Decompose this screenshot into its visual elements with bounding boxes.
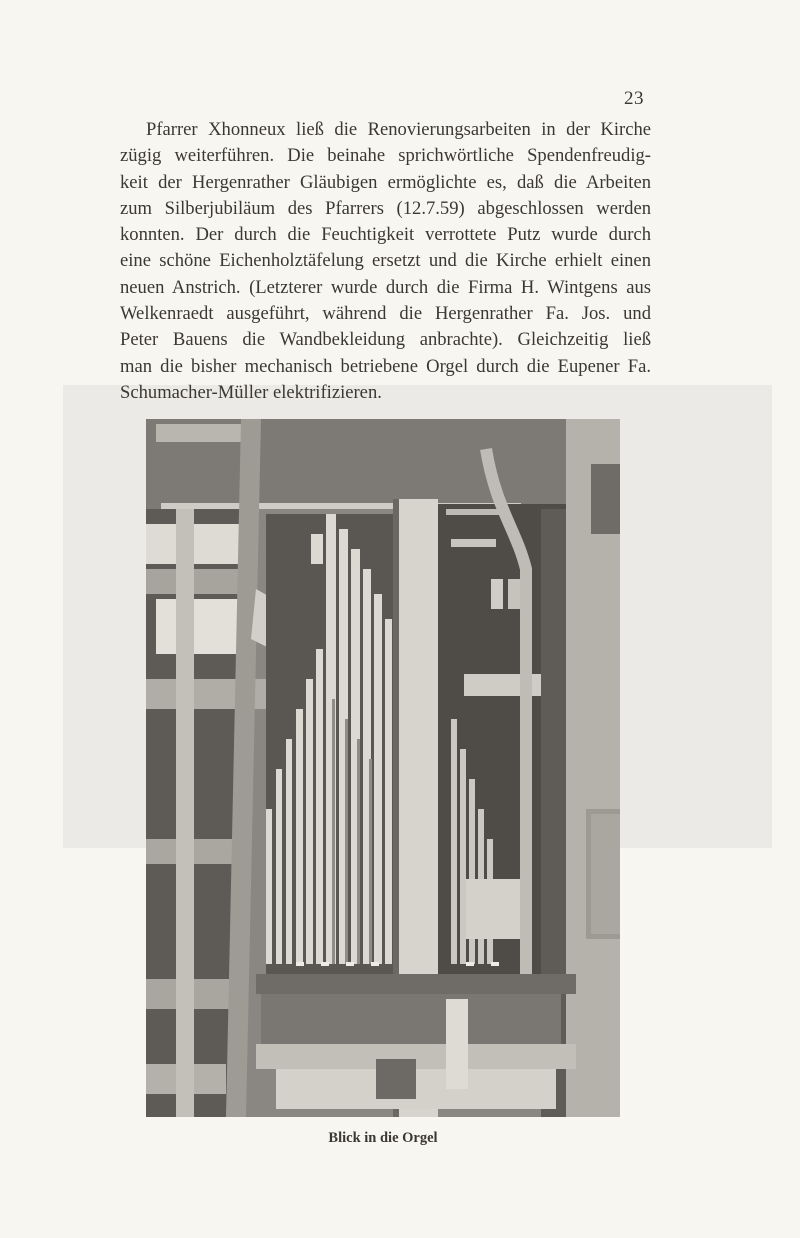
organ-photo-illustration <box>146 419 620 1117</box>
body-paragraph <box>120 117 651 406</box>
paragraph-line: zum Silberjubiläum des Pfarrers (12.7.59) abgeschlossen werden <box>120 197 651 219</box>
paragraph-line: keit der Hergenrather Gläubigen ermöglichte es, daß die Arbeiten <box>120 171 651 193</box>
paragraph-line: Peter Bauens die Wandbekleidung anbrachte). Gleichzeitig ließ <box>120 329 651 351</box>
paragraph-line: neuen Anstrich. (Letzterer wurde durch die Firma H. Wintgens aus <box>120 276 651 298</box>
paragraph-line: Schumacher-Müller elektrifizieren. <box>120 381 382 403</box>
paragraph-line: Welkenraedt ausgeführt, während die Hergenrather Fa. Jos. und <box>120 303 651 325</box>
paragraph-line: Pfarrer Xhonneux ließ die Renovierungsarbeiten in der Kirche <box>146 119 651 140</box>
paragraph-line: man die bisher mechanisch betriebene Orgel durch die Eupener Fa. <box>120 355 651 377</box>
organ-photo <box>146 419 620 1117</box>
page-number: 23 <box>624 88 644 109</box>
figure-caption: Blick in die Orgel <box>328 1130 438 1146</box>
paragraph-line: eine schöne Eichenholztäfelung ersetzt und die Kirche erhielt einen <box>120 250 651 272</box>
paragraph-line: konnten. Der durch die Feuchtigkeit verrottete Putz wurde durch <box>120 224 651 246</box>
paragraph-line: zügig weiterführen. Die beinahe sprichwörtliche Spendenfreudig- <box>120 145 651 167</box>
